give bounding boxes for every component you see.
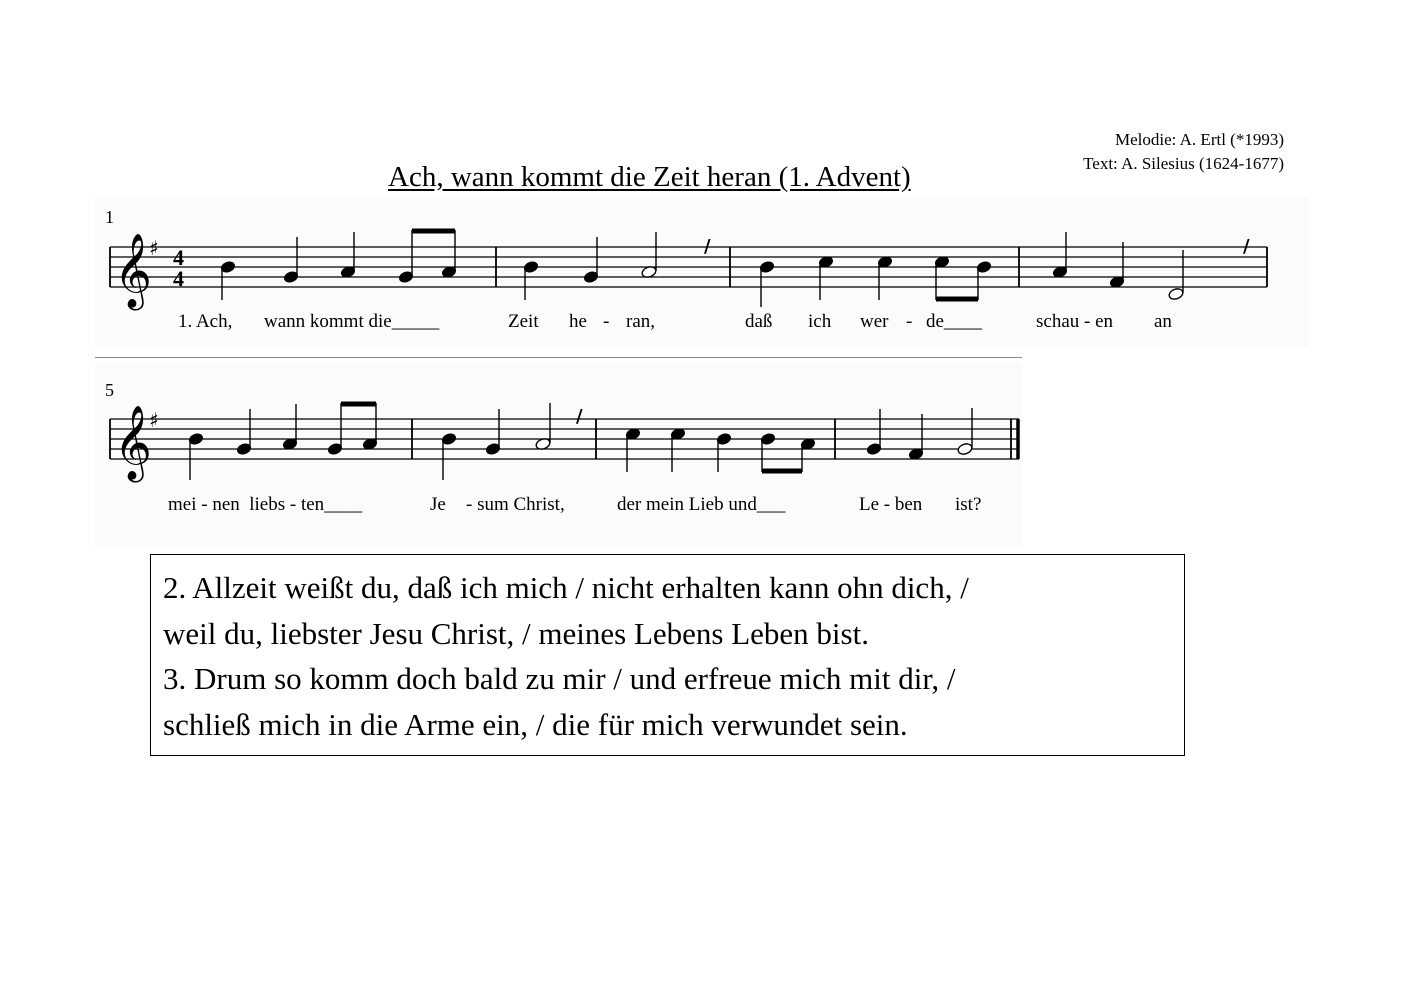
lyric: ran, (626, 311, 656, 332)
notes-measure-8 (866, 408, 973, 460)
rest-icon: / (704, 236, 711, 257)
treble-clef-icon: 𝄞 (114, 406, 152, 480)
rest-icon: / (576, 406, 583, 427)
lyric: - (906, 311, 913, 332)
treble-clef-icon: 𝄞 (114, 234, 152, 308)
sharp-icon: ♯ (149, 408, 159, 432)
lyric: ich (808, 311, 832, 332)
notes-measure-3 (759, 256, 991, 307)
lyric: schau - en (1036, 311, 1114, 332)
lyric: der mein Lieb und___ (617, 494, 786, 515)
measure-number-5: 5 (105, 380, 114, 400)
notes-measure-5 (188, 403, 377, 480)
verse-line: 3. Drum so komm doch bald zu mir / und erfreue mich mit dir, / (163, 661, 956, 696)
lyric: Zeit (508, 311, 539, 332)
text-credit: Text: A. Silesius (1624-1677) (1083, 154, 1284, 173)
lyric: he (569, 311, 587, 332)
lyric: Le - ben (859, 494, 923, 515)
lyric: - (603, 311, 610, 332)
lyric: de____ (926, 311, 982, 332)
time-signature: 4 (173, 245, 184, 270)
lyric: Je (430, 494, 446, 515)
verses-box (150, 554, 1185, 756)
lyric: 1. Ach, (178, 311, 233, 332)
verse-line: schließ mich in die Arme ein, / die für mich verwundet sein. (163, 706, 908, 742)
song-title: Ach, wann kommt die Zeit heran (1. Advent) (388, 161, 911, 193)
lyric: mei - nen liebs - ten____ (168, 494, 363, 515)
lyric: - sum Christ, (466, 494, 565, 515)
melody-credit: Melodie: A. Ertl (*1993) (1114, 130, 1284, 149)
measure-number-1: 1 (105, 207, 114, 227)
rest-icon: / (1243, 236, 1250, 257)
verse-line: weil du, liebster Jesu Christ, / meines Lebens Leben bist. (163, 615, 869, 651)
notes-measure-1 (220, 230, 456, 300)
lyric: wann kommt die_____ (264, 311, 440, 332)
notes-measure-2 (523, 232, 711, 300)
lyric: daß (745, 311, 773, 332)
svg-text:4: 4 (173, 266, 184, 291)
lyric: an (1154, 311, 1172, 332)
notes-measure-6 (441, 403, 583, 480)
notes-measure-7 (625, 428, 815, 472)
lyric: wer (860, 311, 889, 332)
staff-1 (110, 247, 1267, 287)
sharp-icon: ♯ (149, 236, 159, 260)
lyric: ist? (955, 494, 982, 515)
verse-line: 2. Allzeit weißt du, daß ich mich / nicht erhalten kann ohn dich, / (163, 570, 969, 605)
